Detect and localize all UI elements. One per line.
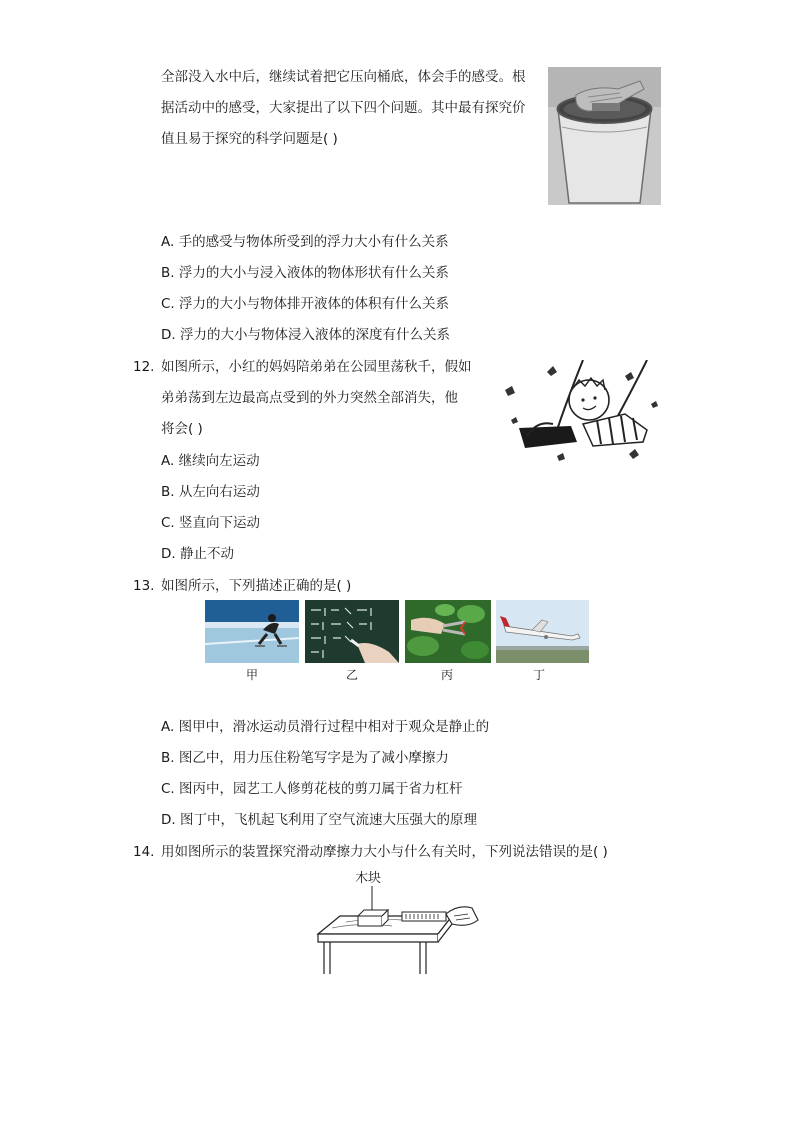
q12-option-a[interactable]: A. 继续向左运动 (161, 453, 260, 469)
photo-airplane (496, 600, 589, 663)
q11-option-d[interactable]: D. 浮力的大小与物体浸入液体的深度有什么关系 (161, 327, 450, 343)
q13-option-d[interactable]: D. 图丁中，飞机起飞利用了空气流速大压强大的原理 (161, 812, 477, 828)
q13-stem: 如图所示，下列描述正确的是( ) (161, 578, 352, 594)
q11-option-a[interactable]: A. 手的感受与物体所受到的浮力大小有什么关系 (161, 234, 449, 250)
photo-skater (205, 600, 299, 663)
q14-stem: 用如图所示的装置探究滑动摩擦力大小与什么有关时，下列说法错误的是( ) (161, 844, 608, 860)
q11-stem-line-3: 值且易于探究的科学问题是( ) (161, 131, 338, 147)
q12-stem-line-2: 弟弟荡到左边最高点受到的外力突然全部消失，他 (161, 390, 458, 406)
caption-bing: 丙 (440, 668, 453, 682)
q12-option-d[interactable]: D. 静止不动 (161, 546, 234, 562)
caption-yi: 乙 (345, 668, 358, 682)
caption-ding: 丁 (532, 668, 545, 682)
q12-option-c[interactable]: C. 竖直向下运动 (161, 515, 261, 531)
q11-option-b[interactable]: B. 浮力的大小与浸入液体的物体形状有什么关系 (161, 265, 449, 281)
photo-pruning (405, 600, 491, 663)
caption-jia: 甲 (245, 668, 258, 682)
q13-option-a[interactable]: A. 图甲中，滑冰运动员滑行过程中相对于观众是静止的 (161, 719, 490, 735)
q12-option-b[interactable]: B. 从左向右运动 (161, 484, 260, 500)
photo-chalkboard (305, 600, 399, 663)
bucket-figure (548, 67, 661, 205)
q11-stem-line-2: 据活动中的感受，大家提出了以下四个问题。其中最有探究价 (161, 100, 526, 116)
q11-option-c[interactable]: C. 浮力的大小与物体排开液体的体积有什么关系 (161, 296, 450, 312)
q13-option-c[interactable]: C. 图丙中，园艺工人修剪花枝的剪刀属于省力杠杆 (161, 781, 463, 797)
q13-option-b[interactable]: B. 图乙中，用力压住粉笔写字是为了减小摩擦力 (161, 750, 449, 766)
q13-number: 13. (133, 578, 155, 594)
q14-number: 14. (133, 844, 155, 860)
wooden-block-label: 木块 (355, 871, 382, 886)
q12-number: 12. (133, 359, 155, 375)
q12-stem-line-1: 如图所示，小红的妈妈陪弟弟在公园里荡秋千，假如 (161, 359, 472, 375)
q11-stem-line-1: 全部没入水中后，继续试着把它压向桶底，体会手的感受。根 (161, 69, 526, 85)
swing-figure (497, 360, 659, 472)
q12-stem-line-3: 将会( ) (161, 421, 203, 437)
friction-apparatus-figure (312, 886, 480, 976)
